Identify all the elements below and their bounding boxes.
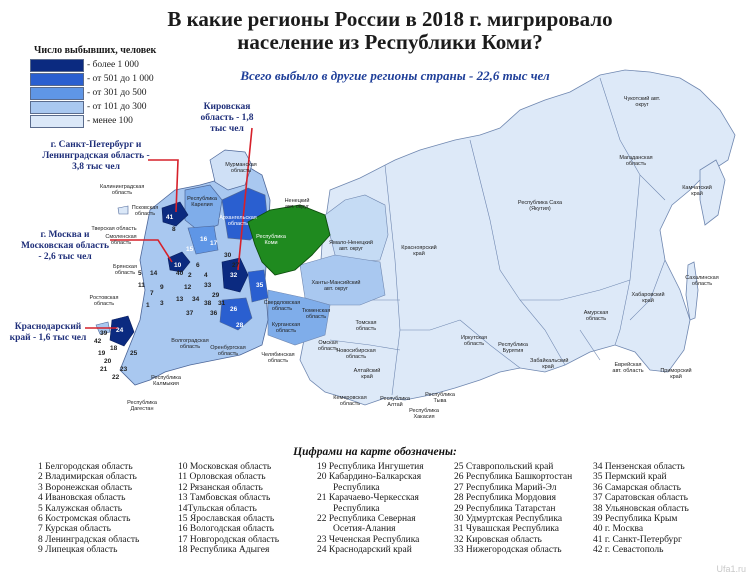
- key-item: Осетия-Алания: [333, 524, 396, 535]
- key-item: 28 Республика Мордовия: [454, 493, 557, 504]
- key-item: 9 Липецкая область: [38, 545, 118, 556]
- legend-swatch: [30, 59, 84, 72]
- key-item: 41 г. Санкт-Петербург: [593, 534, 682, 545]
- map-number: 1: [146, 302, 150, 309]
- legend-swatch: [30, 115, 84, 128]
- map-number: 9: [160, 284, 164, 291]
- map-number: 26: [230, 306, 238, 313]
- label-altai-rep: Республика Алтай: [380, 396, 410, 408]
- legend-label: - от 301 до 500: [87, 88, 147, 98]
- map-number: 16: [200, 236, 208, 243]
- label-khakassia: Республика Хакасия: [409, 408, 439, 420]
- map-number: 19: [98, 350, 106, 357]
- key-item: 13 Тамбовская область: [178, 493, 271, 504]
- key-item: Республика: [333, 482, 380, 493]
- map-number: 17: [210, 240, 218, 247]
- map-number: 40: [176, 270, 184, 277]
- key-item: 40 г. Москва: [593, 524, 644, 535]
- label-magadan: Магаданская область: [619, 155, 653, 167]
- map-number: 2: [188, 272, 192, 279]
- map-number: 4: [204, 272, 208, 279]
- key-item: 27 Республика Марий-Эл: [454, 482, 557, 493]
- map-number: 38: [204, 300, 212, 307]
- label-jewish: Еврейская авт. область: [612, 362, 644, 374]
- label-irkutsk: Иркутская область: [460, 335, 487, 347]
- map-number: 3: [160, 300, 164, 307]
- map-number: 24: [116, 327, 124, 334]
- key-item: 35 Пермский край: [593, 472, 667, 483]
- legend-label: - от 501 до 1 000: [87, 74, 154, 84]
- key-item: 30 Удмуртская Республика: [454, 514, 563, 525]
- key-item: 14Тульская область: [178, 503, 257, 514]
- key-item: 36 Самарская область: [593, 482, 681, 493]
- map-number: 28: [236, 322, 244, 329]
- key-item: 17 Новгородская область: [178, 534, 280, 545]
- map-number: 23: [120, 366, 128, 373]
- key-item: 39 Республика Крым: [593, 514, 678, 525]
- map-number: 42: [94, 338, 102, 345]
- map-number: 11: [138, 282, 145, 289]
- map-number: 5: [138, 270, 142, 277]
- key-item: 29 Республика Татарстан: [454, 503, 556, 514]
- label-altai-krai: Алтайский край: [353, 368, 381, 380]
- label-amur: Амурская область: [583, 310, 609, 322]
- key-item: 2 Владимирская область: [38, 472, 137, 483]
- key-item: 11 Орловская область: [178, 472, 266, 483]
- map-number: 31: [218, 300, 226, 307]
- label-tyumen: Тюменская область: [301, 308, 331, 320]
- key-title: Цифрами на карте обозначены:: [293, 446, 457, 458]
- callout-spb: г. Санкт-Петербург и Ленинградская область - 3,8 тыс чел: [42, 140, 150, 172]
- title-line-2: население из Республики Коми?: [237, 30, 543, 54]
- map-number: 36: [210, 310, 218, 317]
- label-rostov: Ростовская область: [89, 295, 119, 307]
- key-item: 1 Белгородская область: [38, 462, 133, 472]
- label-nenets: Ненецкий авт. округ: [284, 198, 310, 210]
- label-karelia: Республика Карелия: [187, 196, 217, 208]
- legend-item: [30, 58, 174, 72]
- legend-label: - менее 100: [87, 116, 133, 126]
- key-column: [454, 462, 593, 556]
- legend-label: - от 101 до 300: [87, 102, 147, 112]
- key-item: 24 Краснодарский край: [317, 545, 412, 556]
- key-item: 23 Чеченская Республика: [317, 534, 420, 545]
- label-krasnoyarsk: Красноярский край: [401, 245, 437, 257]
- legend-item: [30, 86, 174, 100]
- map-number: 25: [130, 350, 138, 357]
- key-item: 32 Кировская область: [454, 534, 542, 545]
- title-line-1: В какие регионы России в 2018 г. мигрировало: [167, 7, 613, 31]
- map-number: 20: [104, 358, 112, 365]
- key-item: 15 Ярославская область: [178, 514, 275, 525]
- legend-swatch: [30, 101, 84, 114]
- legend-swatch: [30, 73, 84, 86]
- legend-label: - более 1 000: [87, 60, 139, 70]
- watermark: Ufa1.ru: [716, 564, 746, 574]
- key-item: 21 Карачаево-Черкесская: [317, 493, 419, 504]
- label-bryansk: Брянская область: [113, 264, 137, 276]
- map-number: 39: [100, 330, 108, 337]
- key-item: 19 Республика Ингушетия: [317, 462, 424, 472]
- label-yakutia: Республика Саха (Якутия): [517, 200, 563, 212]
- label-omsk: Омская область: [317, 340, 339, 352]
- label-smolensk: Смоленская область: [105, 234, 137, 246]
- label-tver: Тверская область: [91, 226, 137, 232]
- key-item: 33 Нижегородская область: [454, 545, 562, 556]
- label-kemerovo: Кемеровская область: [333, 395, 367, 407]
- key-item: 6 Костромская область: [38, 514, 131, 525]
- map-number: 35: [256, 282, 264, 289]
- label-primorye: Приморский край: [660, 368, 692, 380]
- key-item: 4 Ивановская область: [38, 493, 126, 504]
- label-kalmykia: Республика Калмыкия: [151, 375, 181, 387]
- key-item: 22 Республика Северная: [317, 514, 416, 525]
- label-kamchatka: Камчатский край: [682, 185, 712, 197]
- region-sakhalin-island: [686, 262, 698, 320]
- map-number: 21: [100, 366, 108, 373]
- label-arkhangelsk: Архангельская область: [219, 215, 257, 227]
- map-number: 34: [192, 296, 200, 303]
- map-number: 14: [150, 270, 158, 277]
- map-number: 12: [184, 284, 192, 291]
- map-number: 8: [172, 226, 176, 233]
- key-column: [178, 462, 317, 556]
- callout-moscow: г. Москва и Московская область - 2,6 тыс чел: [21, 230, 109, 262]
- key-item: 42 г. Севастополь: [593, 545, 664, 556]
- label-sverdlovsk: Свердловская область: [263, 300, 301, 312]
- label-novosibirsk: Новосибирская область: [336, 348, 376, 360]
- label-khanty: Ханты-Мансийский авт. округ: [311, 280, 361, 292]
- key-item: 31 Чувашская Республика: [454, 524, 559, 535]
- map-number: 18: [110, 345, 118, 352]
- legend-item: [30, 72, 174, 86]
- label-buryatia: Республика Бурятия: [498, 342, 528, 354]
- key-item: 3 Воронежская область: [38, 482, 133, 493]
- key-item: 12 Рязанская область: [178, 482, 263, 493]
- map-number: 27: [232, 262, 240, 269]
- map-number: 32: [230, 272, 238, 279]
- region-kaliningrad: [118, 206, 128, 214]
- label-tyva: Республика Тыва: [425, 392, 455, 404]
- label-chelyabinsk: Челябинская область: [261, 352, 295, 364]
- label-orenburg: Оренбургская область: [210, 345, 246, 357]
- map-number: 15: [186, 246, 194, 253]
- legend-title: Число выбывших, человек: [34, 45, 157, 56]
- key-column: [38, 462, 178, 556]
- label-murmansk: Мурманская область: [225, 162, 257, 174]
- key-item: 37 Саратовская область: [593, 493, 689, 504]
- key-item: 20 Кабардино-Балкарская: [317, 472, 422, 483]
- map-number: 22: [112, 374, 120, 381]
- label-dagestan: Республика Дагестан: [127, 400, 157, 412]
- label-volgograd: Волгоградская область: [171, 338, 209, 350]
- map-number: 33: [204, 282, 212, 289]
- map-number: 13: [176, 296, 184, 303]
- legend-swatch: [30, 87, 84, 100]
- key-item: 7 Курская область: [38, 524, 111, 535]
- key-item: 18 Республика Адыгея: [178, 545, 270, 556]
- label-zabaikal: Забайкальский край: [530, 358, 569, 370]
- map-number: 30: [224, 252, 232, 259]
- label-tomsk: Томская область: [355, 320, 377, 332]
- key-item: 34 Пензенская область: [593, 462, 685, 472]
- key-column: [593, 462, 733, 556]
- key-item: 38 Ульяновская область: [593, 503, 689, 514]
- label-sakhalin: Сахалинская область: [685, 275, 719, 287]
- map-number: 7: [150, 290, 154, 297]
- map-number: 37: [186, 310, 194, 317]
- callout-krasnodar: Краснодарский край - 1,6 тыс чел: [9, 322, 87, 343]
- callout-kirov: Кировская область - 1,8 тыс чел: [200, 102, 254, 134]
- legend-item: [30, 114, 174, 128]
- key-item: 16 Вологодская область: [178, 524, 274, 535]
- numbers-key: [38, 462, 738, 556]
- map-number: 29: [212, 292, 220, 299]
- legend: [24, 45, 174, 128]
- subtitle: Всего выбыло в другие регионы страны - 22,6 тыс чел: [240, 68, 550, 83]
- map-number: 41: [166, 214, 174, 221]
- label-yamal: Ямало-Ненецкий авт. округ: [329, 240, 373, 252]
- map-number: 10: [174, 262, 182, 269]
- label-pskov: Псковская область: [131, 205, 159, 217]
- key-item: 10 Московская область: [178, 462, 272, 472]
- map-number: 6: [196, 262, 200, 269]
- label-kurgan: Курганская область: [271, 322, 301, 334]
- key-item: 26 Республика Башкортостан: [454, 472, 573, 483]
- label-khabarovsk: Хабаровский край: [631, 292, 665, 304]
- label-kaliningrad: Калининградская область: [100, 184, 145, 196]
- label-chukotka: Чукотский авт. округ: [623, 96, 661, 108]
- key-item: 5 Калужская область: [38, 503, 123, 514]
- key-item: 8 Ленинградская область: [38, 534, 140, 545]
- legend-item: [30, 100, 174, 114]
- label-komi: Республика Коми: [256, 234, 286, 246]
- key-column: [317, 462, 454, 556]
- key-item: 25 Ставропольский край: [454, 462, 554, 472]
- key-item: Республика: [333, 503, 380, 514]
